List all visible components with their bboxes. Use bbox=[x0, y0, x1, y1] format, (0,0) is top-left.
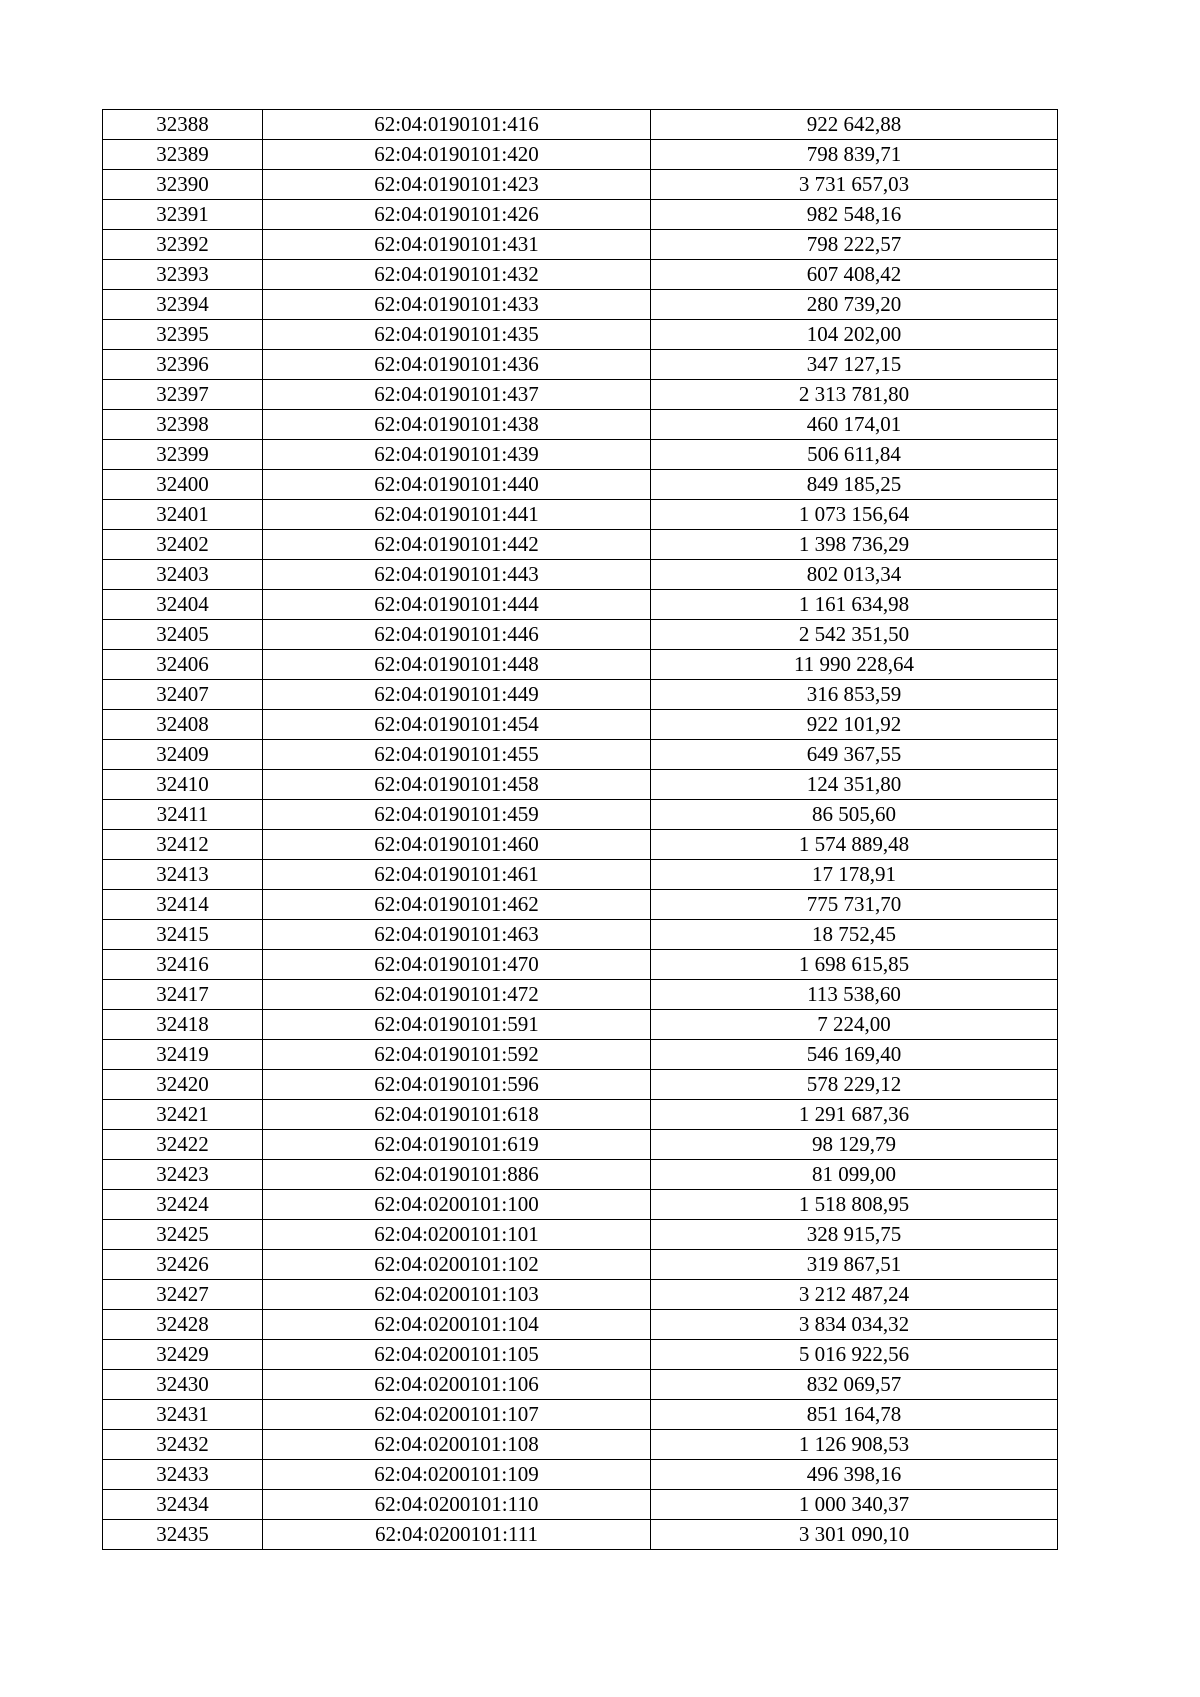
cadastral-value-cell: 319 867,51 bbox=[651, 1250, 1058, 1280]
table-row bbox=[103, 1040, 1058, 1070]
cadastral-number-cell: 62:04:0190101:619 bbox=[263, 1130, 651, 1160]
row-number-cell: 32412 bbox=[103, 830, 263, 860]
row-number-cell: 32416 bbox=[103, 950, 263, 980]
cadastral-value-cell: 316 853,59 bbox=[651, 680, 1058, 710]
table-row bbox=[103, 890, 1058, 920]
cadastral-value-cell: 113 538,60 bbox=[651, 980, 1058, 1010]
table-row bbox=[103, 320, 1058, 350]
cadastral-number-cell: 62:04:0190101:431 bbox=[263, 230, 651, 260]
row-number-cell: 32426 bbox=[103, 1250, 263, 1280]
cadastral-value-cell: 607 408,42 bbox=[651, 260, 1058, 290]
cadastral-value-cell: 3 731 657,03 bbox=[651, 170, 1058, 200]
cadastral-value-table bbox=[102, 109, 1058, 1550]
cadastral-number-cell: 62:04:0190101:448 bbox=[263, 650, 651, 680]
row-number-cell: 32430 bbox=[103, 1370, 263, 1400]
table-row bbox=[103, 410, 1058, 440]
cadastral-number-cell: 62:04:0190101:455 bbox=[263, 740, 651, 770]
cadastral-number-cell: 62:04:0190101:423 bbox=[263, 170, 651, 200]
cadastral-value-cell: 81 099,00 bbox=[651, 1160, 1058, 1190]
cadastral-value-cell: 802 013,34 bbox=[651, 560, 1058, 590]
cadastral-value-cell: 104 202,00 bbox=[651, 320, 1058, 350]
table-row bbox=[103, 1250, 1058, 1280]
row-number-cell: 32415 bbox=[103, 920, 263, 950]
row-number-cell: 32401 bbox=[103, 500, 263, 530]
cadastral-value-cell: 649 367,55 bbox=[651, 740, 1058, 770]
row-number-cell: 32413 bbox=[103, 860, 263, 890]
row-number-cell: 32403 bbox=[103, 560, 263, 590]
row-number-cell: 32400 bbox=[103, 470, 263, 500]
cadastral-value-cell: 798 839,71 bbox=[651, 140, 1058, 170]
table-row bbox=[103, 980, 1058, 1010]
cadastral-value-cell: 578 229,12 bbox=[651, 1070, 1058, 1100]
cadastral-number-cell: 62:04:0190101:432 bbox=[263, 260, 651, 290]
cadastral-value-cell: 1 073 156,64 bbox=[651, 500, 1058, 530]
table-row bbox=[103, 140, 1058, 170]
cadastral-number-cell: 62:04:0190101:596 bbox=[263, 1070, 651, 1100]
cadastral-number-cell: 62:04:0190101:436 bbox=[263, 350, 651, 380]
table-row bbox=[103, 1280, 1058, 1310]
cadastral-number-cell: 62:04:0190101:460 bbox=[263, 830, 651, 860]
cadastral-value-cell: 3 212 487,24 bbox=[651, 1280, 1058, 1310]
row-number-cell: 32389 bbox=[103, 140, 263, 170]
row-number-cell: 32414 bbox=[103, 890, 263, 920]
cadastral-value-cell: 798 222,57 bbox=[651, 230, 1058, 260]
row-number-cell: 32420 bbox=[103, 1070, 263, 1100]
row-number-cell: 32397 bbox=[103, 380, 263, 410]
table-row bbox=[103, 740, 1058, 770]
cadastral-value-cell: 849 185,25 bbox=[651, 470, 1058, 500]
cadastral-value-cell: 1 000 340,37 bbox=[651, 1490, 1058, 1520]
cadastral-number-cell: 62:04:0200101:100 bbox=[263, 1190, 651, 1220]
cadastral-value-cell: 922 101,92 bbox=[651, 710, 1058, 740]
row-number-cell: 32404 bbox=[103, 590, 263, 620]
cadastral-number-cell: 62:04:0190101:446 bbox=[263, 620, 651, 650]
row-number-cell: 32405 bbox=[103, 620, 263, 650]
cadastral-value-cell: 347 127,15 bbox=[651, 350, 1058, 380]
cadastral-number-cell: 62:04:0200101:108 bbox=[263, 1430, 651, 1460]
table-row bbox=[103, 800, 1058, 830]
cadastral-value-cell: 496 398,16 bbox=[651, 1460, 1058, 1490]
cadastral-value-cell: 832 069,57 bbox=[651, 1370, 1058, 1400]
row-number-cell: 32429 bbox=[103, 1340, 263, 1370]
table-row bbox=[103, 440, 1058, 470]
cadastral-number-cell: 62:04:0190101:462 bbox=[263, 890, 651, 920]
cadastral-value-cell: 1 291 687,36 bbox=[651, 1100, 1058, 1130]
table-row bbox=[103, 920, 1058, 950]
cadastral-value-cell: 851 164,78 bbox=[651, 1400, 1058, 1430]
row-number-cell: 32411 bbox=[103, 800, 263, 830]
row-number-cell: 32396 bbox=[103, 350, 263, 380]
row-number-cell: 32392 bbox=[103, 230, 263, 260]
table-row bbox=[103, 680, 1058, 710]
cadastral-number-cell: 62:04:0200101:104 bbox=[263, 1310, 651, 1340]
cadastral-number-cell: 62:04:0190101:444 bbox=[263, 590, 651, 620]
row-number-cell: 32418 bbox=[103, 1010, 263, 1040]
cadastral-number-cell: 62:04:0190101:472 bbox=[263, 980, 651, 1010]
table-body bbox=[103, 110, 1058, 1550]
cadastral-value-cell: 86 505,60 bbox=[651, 800, 1058, 830]
row-number-cell: 32390 bbox=[103, 170, 263, 200]
cadastral-value-cell: 460 174,01 bbox=[651, 410, 1058, 440]
cadastral-number-cell: 62:04:0190101:470 bbox=[263, 950, 651, 980]
cadastral-number-cell: 62:04:0190101:440 bbox=[263, 470, 651, 500]
table-row bbox=[103, 1220, 1058, 1250]
row-number-cell: 32422 bbox=[103, 1130, 263, 1160]
cadastral-number-cell: 62:04:0190101:438 bbox=[263, 410, 651, 440]
cadastral-number-cell: 62:04:0190101:592 bbox=[263, 1040, 651, 1070]
table-row bbox=[103, 1190, 1058, 1220]
table-row bbox=[103, 200, 1058, 230]
cadastral-value-cell: 1 518 808,95 bbox=[651, 1190, 1058, 1220]
cadastral-number-cell: 62:04:0200101:110 bbox=[263, 1490, 651, 1520]
row-number-cell: 32406 bbox=[103, 650, 263, 680]
row-number-cell: 32394 bbox=[103, 290, 263, 320]
table-row bbox=[103, 1520, 1058, 1550]
table-row bbox=[103, 1100, 1058, 1130]
table-row bbox=[103, 830, 1058, 860]
row-number-cell: 32421 bbox=[103, 1100, 263, 1130]
table-row bbox=[103, 110, 1058, 140]
table-row bbox=[103, 1490, 1058, 1520]
table-row bbox=[103, 1430, 1058, 1460]
cadastral-number-cell: 62:04:0200101:102 bbox=[263, 1250, 651, 1280]
table-row bbox=[103, 620, 1058, 650]
row-number-cell: 32409 bbox=[103, 740, 263, 770]
cadastral-value-cell: 3 301 090,10 bbox=[651, 1520, 1058, 1550]
cadastral-number-cell: 62:04:0190101:435 bbox=[263, 320, 651, 350]
cadastral-value-cell: 7 224,00 bbox=[651, 1010, 1058, 1040]
table-row bbox=[103, 530, 1058, 560]
cadastral-value-cell: 1 126 908,53 bbox=[651, 1430, 1058, 1460]
table-row bbox=[103, 1130, 1058, 1160]
cadastral-value-cell: 1 161 634,98 bbox=[651, 590, 1058, 620]
table-row bbox=[103, 950, 1058, 980]
cadastral-number-cell: 62:04:0190101:461 bbox=[263, 860, 651, 890]
cadastral-number-cell: 62:04:0200101:111 bbox=[263, 1520, 651, 1550]
cadastral-number-cell: 62:04:0190101:454 bbox=[263, 710, 651, 740]
cadastral-number-cell: 62:04:0190101:449 bbox=[263, 680, 651, 710]
table-row bbox=[103, 1010, 1058, 1040]
cadastral-value-cell: 124 351,80 bbox=[651, 770, 1058, 800]
cadastral-number-cell: 62:04:0200101:101 bbox=[263, 1220, 651, 1250]
row-number-cell: 32408 bbox=[103, 710, 263, 740]
cadastral-number-cell: 62:04:0200101:105 bbox=[263, 1340, 651, 1370]
table-row bbox=[103, 290, 1058, 320]
table-row bbox=[103, 1310, 1058, 1340]
row-number-cell: 32399 bbox=[103, 440, 263, 470]
cadastral-value-cell: 1 574 889,48 bbox=[651, 830, 1058, 860]
row-number-cell: 32417 bbox=[103, 980, 263, 1010]
row-number-cell: 32419 bbox=[103, 1040, 263, 1070]
row-number-cell: 32423 bbox=[103, 1160, 263, 1190]
table-row bbox=[103, 1160, 1058, 1190]
row-number-cell: 32424 bbox=[103, 1190, 263, 1220]
table-row bbox=[103, 590, 1058, 620]
cadastral-number-cell: 62:04:0190101:416 bbox=[263, 110, 651, 140]
cadastral-number-cell: 62:04:0190101:459 bbox=[263, 800, 651, 830]
table-row bbox=[103, 1460, 1058, 1490]
cadastral-number-cell: 62:04:0190101:426 bbox=[263, 200, 651, 230]
cadastral-value-cell: 17 178,91 bbox=[651, 860, 1058, 890]
cadastral-value-cell: 98 129,79 bbox=[651, 1130, 1058, 1160]
table-row bbox=[103, 860, 1058, 890]
cadastral-number-cell: 62:04:0200101:109 bbox=[263, 1460, 651, 1490]
cadastral-value-cell: 2 542 351,50 bbox=[651, 620, 1058, 650]
table-row bbox=[103, 1400, 1058, 1430]
table-row bbox=[103, 770, 1058, 800]
row-number-cell: 32428 bbox=[103, 1310, 263, 1340]
table-row bbox=[103, 710, 1058, 740]
row-number-cell: 32427 bbox=[103, 1280, 263, 1310]
cadastral-number-cell: 62:04:0190101:441 bbox=[263, 500, 651, 530]
row-number-cell: 32407 bbox=[103, 680, 263, 710]
cadastral-number-cell: 62:04:0200101:103 bbox=[263, 1280, 651, 1310]
row-number-cell: 32434 bbox=[103, 1490, 263, 1520]
cadastral-number-cell: 62:04:0190101:433 bbox=[263, 290, 651, 320]
cadastral-value-cell: 775 731,70 bbox=[651, 890, 1058, 920]
cadastral-number-cell: 62:04:0190101:437 bbox=[263, 380, 651, 410]
table-row bbox=[103, 350, 1058, 380]
cadastral-value-cell: 922 642,88 bbox=[651, 110, 1058, 140]
row-number-cell: 32431 bbox=[103, 1400, 263, 1430]
cadastral-number-cell: 62:04:0190101:463 bbox=[263, 920, 651, 950]
cadastral-number-cell: 62:04:0190101:618 bbox=[263, 1100, 651, 1130]
cadastral-number-cell: 62:04:0190101:443 bbox=[263, 560, 651, 590]
row-number-cell: 32432 bbox=[103, 1430, 263, 1460]
table-row bbox=[103, 1070, 1058, 1100]
cadastral-value-cell: 506 611,84 bbox=[651, 440, 1058, 470]
row-number-cell: 32435 bbox=[103, 1520, 263, 1550]
table-row bbox=[103, 260, 1058, 290]
cadastral-value-cell: 280 739,20 bbox=[651, 290, 1058, 320]
table-row bbox=[103, 470, 1058, 500]
row-number-cell: 32393 bbox=[103, 260, 263, 290]
cadastral-value-cell: 2 313 781,80 bbox=[651, 380, 1058, 410]
cadastral-value-cell: 18 752,45 bbox=[651, 920, 1058, 950]
row-number-cell: 32433 bbox=[103, 1460, 263, 1490]
table-row bbox=[103, 230, 1058, 260]
cadastral-value-cell: 3 834 034,32 bbox=[651, 1310, 1058, 1340]
row-number-cell: 32398 bbox=[103, 410, 263, 440]
table-row bbox=[103, 560, 1058, 590]
cadastral-number-cell: 62:04:0190101:458 bbox=[263, 770, 651, 800]
cadastral-number-cell: 62:04:0200101:106 bbox=[263, 1370, 651, 1400]
table-row bbox=[103, 1340, 1058, 1370]
cadastral-value-cell: 1 698 615,85 bbox=[651, 950, 1058, 980]
cadastral-value-cell: 1 398 736,29 bbox=[651, 530, 1058, 560]
cadastral-number-cell: 62:04:0190101:442 bbox=[263, 530, 651, 560]
table-row bbox=[103, 650, 1058, 680]
cadastral-value-cell: 982 548,16 bbox=[651, 200, 1058, 230]
table-row bbox=[103, 500, 1058, 530]
row-number-cell: 32425 bbox=[103, 1220, 263, 1250]
table-row bbox=[103, 1370, 1058, 1400]
cadastral-number-cell: 62:04:0190101:420 bbox=[263, 140, 651, 170]
cadastral-value-cell: 546 169,40 bbox=[651, 1040, 1058, 1070]
cadastral-value-cell: 11 990 228,64 bbox=[651, 650, 1058, 680]
cadastral-number-cell: 62:04:0190101:439 bbox=[263, 440, 651, 470]
cadastral-value-cell: 5 016 922,56 bbox=[651, 1340, 1058, 1370]
cadastral-number-cell: 62:04:0190101:591 bbox=[263, 1010, 651, 1040]
row-number-cell: 32402 bbox=[103, 530, 263, 560]
row-number-cell: 32388 bbox=[103, 110, 263, 140]
cadastral-number-cell: 62:04:0190101:886 bbox=[263, 1160, 651, 1190]
row-number-cell: 32410 bbox=[103, 770, 263, 800]
row-number-cell: 32395 bbox=[103, 320, 263, 350]
cadastral-number-cell: 62:04:0200101:107 bbox=[263, 1400, 651, 1430]
row-number-cell: 32391 bbox=[103, 200, 263, 230]
table-row bbox=[103, 170, 1058, 200]
table-row bbox=[103, 380, 1058, 410]
cadastral-value-cell: 328 915,75 bbox=[651, 1220, 1058, 1250]
